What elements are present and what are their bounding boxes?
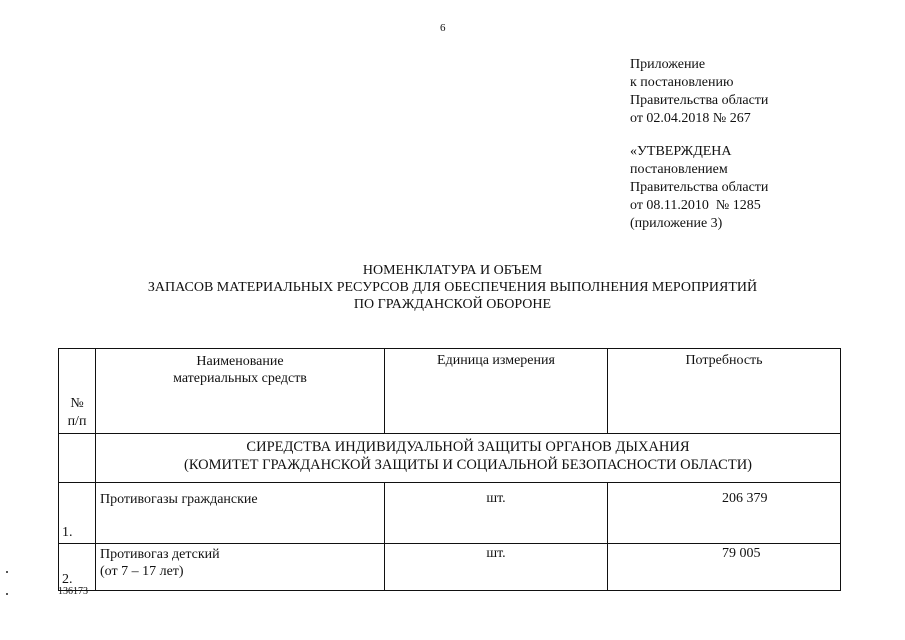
row-num: 2. [59,544,96,591]
row-name-line1: Противогазы гражданские [100,492,258,507]
row-unit: шт. [385,483,608,544]
row-need: 79 005 [608,544,841,591]
row-name-line2: (от 7 – 17 лет) [100,564,184,579]
approval-line: (приложение 3) [630,216,723,231]
footer-code: 136173 [58,586,88,597]
header-num-line2: п/п [67,414,87,429]
header-name-line2: материальных средств [173,371,307,386]
document-title [0,262,905,313]
approval-line: от 08.11.2010 № 1285 [630,198,761,213]
section-row [59,434,841,483]
section-line2: (КОМИТЕТ ГРАЖДАНСКОЙ ЗАЩИТЫ И СОЦИАЛЬНОЙ БЕЗОПАСНОСТИ ОБЛАСТИ) [183,457,752,473]
table-header-row [59,349,841,434]
row-unit: шт. [385,544,608,591]
table-row [59,483,841,544]
page-number: 6 [440,22,446,34]
scan-mark [6,593,8,595]
title-line: ПО ГРАЖДАНСКОЙ ОБОРОНЕ [353,297,552,312]
annex-line: к постановлению [630,75,734,90]
annex-block [630,56,768,128]
title-line: ЗАПАСОВ МАТЕРИАЛЬНЫХ РЕСУРСОВ ДЛЯ ОБЕСПЕЧЕНИЯ ВЫПОЛНЕНИЯ МЕРОПРИЯТИЙ [147,280,758,295]
row-need: 206 379 [608,483,841,544]
scan-mark [6,571,8,573]
section-line1: СИРЕДСТВА ИНДИВИДУАЛЬНОЙ ЗАЩИТЫ ОРГАНОВ ДЫХАНИЯ [246,439,690,455]
row-num: 1. [59,483,96,544]
title-line: НОМЕНКЛАТУРА И ОБЪЕМ [362,263,543,278]
section-num-cell [59,434,96,483]
annex-line: Приложение [630,57,706,72]
header-num-line1: № [70,396,84,411]
resources-table [58,348,841,591]
row-name [96,483,385,544]
approval-line: «УТВЕРЖДЕНА [630,144,732,159]
table-row [59,544,841,591]
header-name [96,349,385,434]
header-unit: Единица измерения [385,349,608,434]
annex-line: Правительства области [630,93,769,108]
section-title [96,434,841,483]
approval-line: постановлением [630,162,728,177]
header-name-line1: Наименование [196,354,284,369]
header-need: Потребность [608,349,841,434]
row-name [96,544,385,591]
row-name-line1: Противогаз детский [100,547,220,562]
annex-line: от 02.04.2018 № 267 [630,111,751,126]
header-num [59,349,96,434]
approval-block [630,143,768,233]
approval-line: Правительства области [630,180,769,195]
